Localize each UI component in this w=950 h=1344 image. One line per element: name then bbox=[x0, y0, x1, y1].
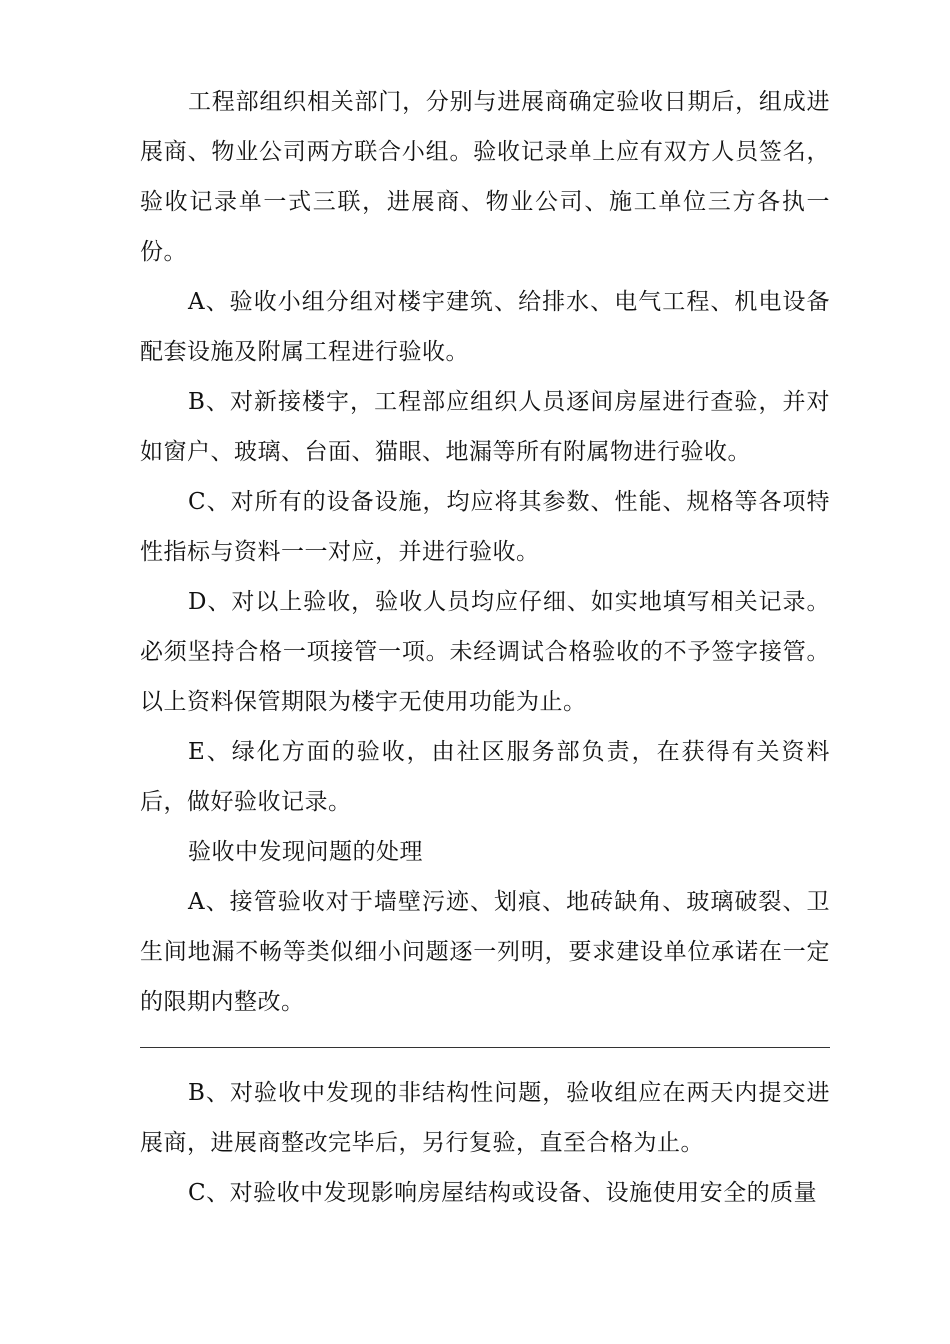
section-heading: 验收中发现问题的处理 bbox=[188, 839, 423, 865]
paragraph-item-b: B、对新接楼宇，工程部应组织人员逐间房屋进行查验，并对如窗户、玻璃、台面、猫眼、地漏等所有附属物进行验收。 bbox=[140, 389, 830, 465]
page-divider bbox=[140, 1047, 830, 1048]
paragraph-item-c: C、对所有的设备设施，均应将其参数、性能、规格等各项特性指标与资料一一对应，并进行验收。 bbox=[140, 489, 830, 565]
paragraph-intro: 工程部组织相关部门，分别与进展商确定验收日期后，组成进展商、物业公司两方联合小组。验收记录单上应有双方人员签名，验收记录单一式三联，进展商、物业公司、施工单位三方各执一份。 bbox=[140, 89, 830, 265]
document-page bbox=[140, 77, 830, 1218]
paragraph-issue-b: B、对验收中发现的非结构性问题，验收组应在两天内提交进展商，进展商整改完毕后，另行复验，直至合格为止。 bbox=[140, 1080, 830, 1156]
paragraph-item-e: E、绿化方面的验收，由社区服务部负责，在获得有关资料后，做好验收记录。 bbox=[140, 739, 830, 815]
paragraph-issue-a: A、接管验收对于墙壁污迹、划痕、地砖缺角、玻璃破裂、卫生间地漏不畅等类似细小问题逐一列明，要求建设单位承诺在一定的限期内整改。 bbox=[140, 889, 830, 1015]
paragraph-item-d: D、对以上验收，验收人员均应仔细、如实地填写相关记录。必须坚持合格一项接管一项。未经调试合格验收的不予签字接管。以上资料保管期限为楼宇无使用功能为止。 bbox=[140, 589, 830, 715]
paragraph-item-a: A、验收小组分组对楼宇建筑、给排水、电气工程、机电设备配套设施及附属工程进行验收。 bbox=[140, 289, 830, 365]
paragraph-issue-c: C、对验收中发现影响房屋结构或设备、设施使用安全的质量 bbox=[188, 1180, 818, 1206]
